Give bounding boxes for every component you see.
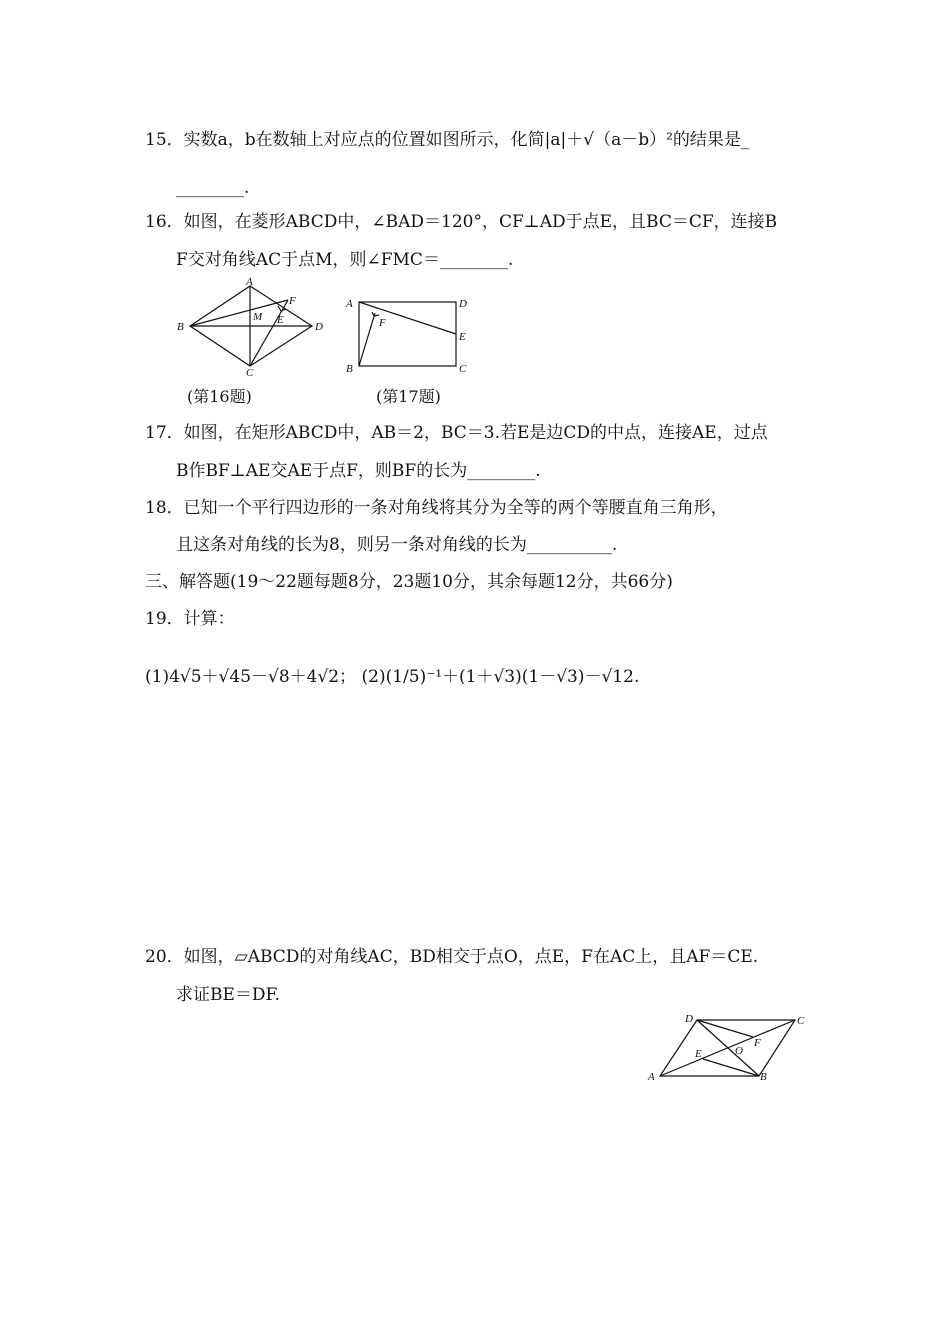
fig17-label-E: E [459,331,466,343]
figure-16-rhombus [170,278,330,378]
q15-line1: 15．实数a，b在数轴上对应点的位置如图所示，化简|a|＋√（a－b）²的结果是_ [145,130,750,150]
fig16-label-D: D [315,321,323,333]
fig17-label-F: F [379,317,386,329]
fig20-label-F: F [754,1037,761,1049]
fig16-label-C: C [246,367,254,378]
fig17-label-A: A [346,298,353,310]
fig20-label-B: B [760,1071,767,1083]
fig20-label-C: C [797,1015,805,1027]
figure-17-rectangle [342,290,477,380]
fig20-label-O: O [735,1045,743,1057]
fig16-label-B: B [177,321,184,333]
q17-line1: 17．如图，在矩形ABCD中，AB＝2，BC＝3.若E是边CD的中点，连接AE，过点 [145,423,768,443]
q18-line2: 且这条对角线的长为8，则另一条对角线的长为__________. [176,535,618,555]
figure-17-caption: (第17题) [376,387,441,406]
q20-line2: 求证BE＝DF. [176,985,281,1005]
fig16-label-M: M [253,311,263,323]
q18-line1: 18．已知一个平行四边形的一条对角线将其分为全等的两个等腰直角三角形， [145,498,728,518]
q16-line2: F交对角线AC于点M，则∠FMC＝________. [176,250,514,270]
q20-line1: 20．如图，▱ABCD的对角线AC，BD相交于点O，点E，F在AC上，且AF＝CE. [145,947,759,967]
fig20-label-A: A [648,1071,655,1083]
section-3-heading: 三、解答题(19～22题每题8分，23题10分，其余每题12分，共66分) [145,572,673,592]
q15-answer-blank: ________. [176,178,250,198]
fig20-label-D: D [685,1013,693,1025]
fig17-label-D: D [459,298,467,310]
q16-line1: 16．如图，在菱形ABCD中，∠BAD＝120°，CF⊥AD于点E，且BC＝CF，连接B [145,212,778,232]
fig16-label-E: E [277,314,284,326]
fig16-label-F: F [289,295,296,307]
fig20-label-E: E [695,1048,702,1060]
fig17-label-C: C [459,363,467,375]
fig16-label-A: A [246,278,253,288]
q19-title: 19．计算： [145,609,235,629]
figure-20-parallelogram [645,1008,815,1088]
figure-16-caption: (第16题) [187,387,252,406]
q17-line2: B作BF⊥AE交AE于点F，则BF的长为________. [176,461,541,481]
fig17-label-B: B [346,363,353,375]
q19-expression: (1)4√5＋√45－√8＋4√2； (2)(1/5)⁻¹＋(1＋√3)(1－√3)－√12. [145,667,640,687]
